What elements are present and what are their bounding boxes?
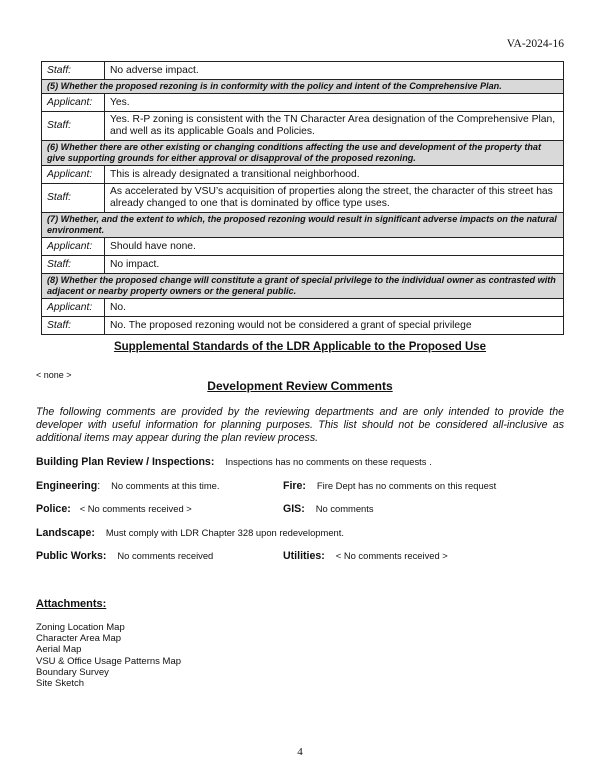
criterion-row [42, 141, 564, 166]
attachments-list [36, 622, 181, 689]
field-label: Public Works: [36, 550, 107, 562]
page-number: 4 [297, 746, 303, 758]
table-row [42, 166, 564, 184]
case-id: VA-2024-16 [506, 38, 564, 50]
respondent-label: Applicant: [42, 238, 105, 256]
field-label: Police: [36, 503, 71, 515]
field-value: No comments at this time. [111, 480, 220, 491]
field-value: Inspections has no comments on these requests . [225, 456, 432, 467]
response-text: No. [105, 299, 564, 317]
table-row [42, 238, 564, 256]
field-value: < No comments received > [79, 503, 192, 514]
supplemental-standards-value: < none > [36, 370, 72, 380]
criterion-row [42, 213, 564, 238]
list-item: Character Area Map [36, 633, 122, 645]
list-item: Boundary Survey [36, 666, 109, 678]
field-value: < No comments received > [335, 550, 448, 561]
response-text: This is already designated a transitional neighborhood. [105, 166, 564, 184]
criterion-6: (6) Whether there are other existing or changing conditions affecting the use and development of the property that give supporting grounds for either approval or disapproval of the proposed rezoning. [42, 141, 564, 166]
respondent-label: Staff: [42, 112, 105, 141]
criterion-5: (5) Whether the proposed rezoning is in conformity with the policy and intent of the Comprehensive Plan. [42, 80, 564, 94]
field-value: Fire Dept has no comments on this request [316, 480, 497, 491]
review-criteria-table [41, 61, 564, 335]
response-text: Yes. [105, 94, 564, 112]
response-text: No. The proposed rezoning would not be considered a grant of special privilege [105, 317, 564, 335]
police-comment [36, 503, 192, 515]
landscape-comment [36, 527, 344, 539]
utilities-comment [283, 550, 448, 562]
criterion-7: (7) Whether, and the extent to which, the proposed rezoning would result in significant adverse impacts on the natural environment. [42, 213, 564, 238]
table-row [42, 94, 564, 112]
field-label: Landscape: [36, 527, 95, 539]
field-separator: : [97, 480, 101, 492]
field-label: GIS: [283, 503, 305, 515]
list-item: Aerial Map [36, 644, 82, 656]
supplemental-standards-heading: Supplemental Standards of the LDR Applicable to the Proposed Use [113, 341, 487, 353]
criterion-row [42, 274, 564, 299]
field-label: Utilities: [283, 550, 325, 562]
gis-comment [283, 503, 374, 515]
field-label: Engineering [36, 480, 98, 492]
respondent-label: Applicant: [42, 94, 105, 112]
respondent-label: Staff: [42, 256, 105, 274]
table-row [42, 62, 564, 80]
respondent-label: Staff: [42, 317, 105, 335]
list-item: Zoning Location Map [36, 622, 125, 633]
table-row [42, 184, 564, 213]
list-item: Site Sketch [36, 678, 85, 690]
building-review-comment [36, 456, 432, 468]
response-text: No impact. [105, 256, 564, 274]
field-label: Building Plan Review / Inspections: [36, 456, 215, 468]
respondent-label: Applicant: [42, 166, 105, 184]
table-row [42, 256, 564, 274]
field-value: Must comply with LDR Chapter 328 upon redevelopment. [105, 527, 344, 538]
response-text: Should have none. [105, 238, 564, 256]
respondent-label: Staff: [42, 184, 105, 213]
engineering-comment [36, 480, 220, 492]
response-text: No adverse impact. [105, 62, 564, 80]
table-row [42, 317, 564, 335]
table-row [42, 112, 564, 141]
development-review-heading: Development Review Comments [207, 379, 393, 393]
response-text: As accelerated by VSU’s acquisition of properties along the street, the character of this street has already changed to one that is dominated by office type uses. [105, 184, 564, 213]
criterion-8: (8) Whether the proposed change will constitute a grant of special privilege to the individual owner as contrasted with adjacent or nearby property owners or the general public. [42, 274, 564, 299]
fire-comment [283, 480, 496, 492]
development-review-intro: The following comments are provided by the reviewing departments and are only intended to provide the developer with useful information for planning purposes. This list should not be considered all-inclusive as additional items may appear during the plan review process. [36, 406, 564, 444]
list-item: VSU & Office Usage Patterns Map [36, 655, 182, 667]
field-value: No comments [315, 503, 374, 514]
response-text: Yes. R-P zoning is consistent with the TN Character Area designation of the Comprehensive Plan, and well as its applicable Goals and Policies. [105, 112, 564, 141]
table-row [42, 299, 564, 317]
respondent-label: Staff: [42, 62, 105, 80]
criterion-row [42, 80, 564, 94]
field-label: Fire: [283, 480, 306, 492]
field-value: No comments received [117, 550, 214, 561]
respondent-label: Applicant: [42, 299, 105, 317]
attachments-heading: Attachments: [36, 598, 107, 610]
public-works-comment [36, 550, 213, 562]
